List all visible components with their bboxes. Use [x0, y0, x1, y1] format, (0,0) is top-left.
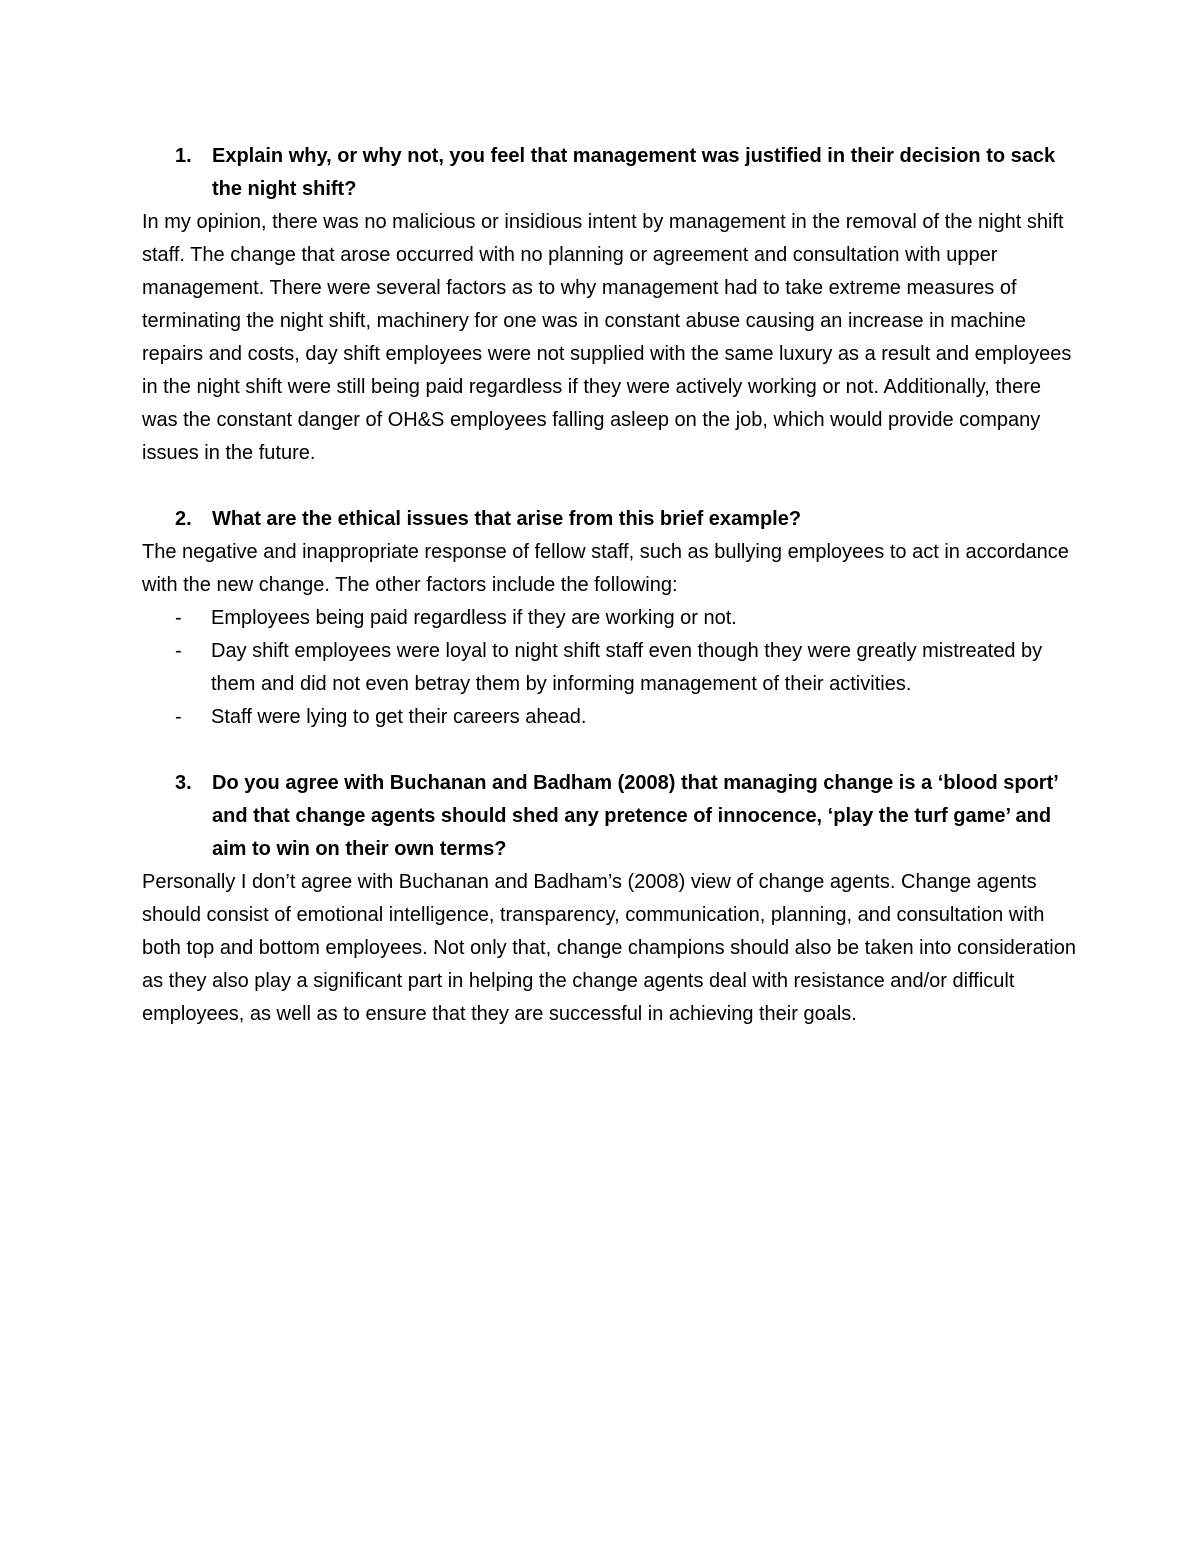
dash-bullet-icon: -: [175, 607, 182, 629]
document-body: [142, 140, 1077, 1031]
question-1-text: Explain why, or why not, you feel that management was justified in their decision to sack the night shift?: [212, 145, 1056, 200]
list-item: [142, 602, 1077, 635]
dash-bullet-icon: -: [175, 640, 182, 662]
question-3-text: Do you agree with Buchanan and Badham (2008) that managing change is a ‘blood sport’ and that change agents should shed any pretence of innocence, ‘play the turf game’ and aim to win on their own terms?: [212, 772, 1058, 860]
question-2-number: 2.: [175, 508, 192, 530]
question-1: [142, 140, 1077, 206]
answer-1: In my opinion, there was no malicious or insidious intent by management in the removal of the night shift staff. The change that arose occurred with no planning or agreement and consultation with upper management. There were several factors as to why management had to take extreme measures of terminating the night shift, machinery for one was in constant abuse causing an increase in machine repairs and costs, day shift employees were not supplied with the same luxury as a result and employees in the night shift were still being paid regardless if they were actively working or not. Additionally, there was the constant danger of OH&S employees falling asleep on the job, which would provide company issues in the future.: [142, 211, 1072, 464]
question-3: [142, 767, 1077, 866]
dash-bullet-icon: -: [175, 706, 182, 728]
answer-2-bullet-list: [142, 602, 1077, 734]
list-item-text: Day shift employees were loyal to night shift staff even though they were greatly mistreated by them and did not even betray them by informing management of their activities.: [211, 640, 1043, 695]
question-2: [142, 503, 1077, 536]
paragraph-spacer: [142, 470, 1077, 503]
list-item: [142, 635, 1077, 701]
question-3-number: 3.: [175, 772, 192, 794]
question-2-text: What are the ethical issues that arise from this brief example?: [212, 508, 802, 530]
list-item-text: Staff were lying to get their careers ahead.: [211, 706, 587, 728]
answer-2: The negative and inappropriate response of fellow staff, such as bullying employees to act in accordance with the new change. The other factors include the following:: [142, 541, 1069, 596]
question-1-number: 1.: [175, 145, 192, 167]
paragraph-spacer: [142, 734, 1077, 767]
list-item: [142, 701, 1077, 734]
answer-3: Personally I don’t agree with Buchanan and Badham’s (2008) view of change agents. Change agents should consist of emotional intelligence, transparency, communication, planning, and consultation with both top and bottom employees. Not only that, change champions should also be taken into consideration as they also play a significant part in helping the change agents deal with resistance and/or difficult employees, as well as to ensure that they are successful in achieving their goals.: [142, 871, 1076, 1025]
list-item-text: Employees being paid regardless if they are working or not.: [211, 607, 737, 629]
